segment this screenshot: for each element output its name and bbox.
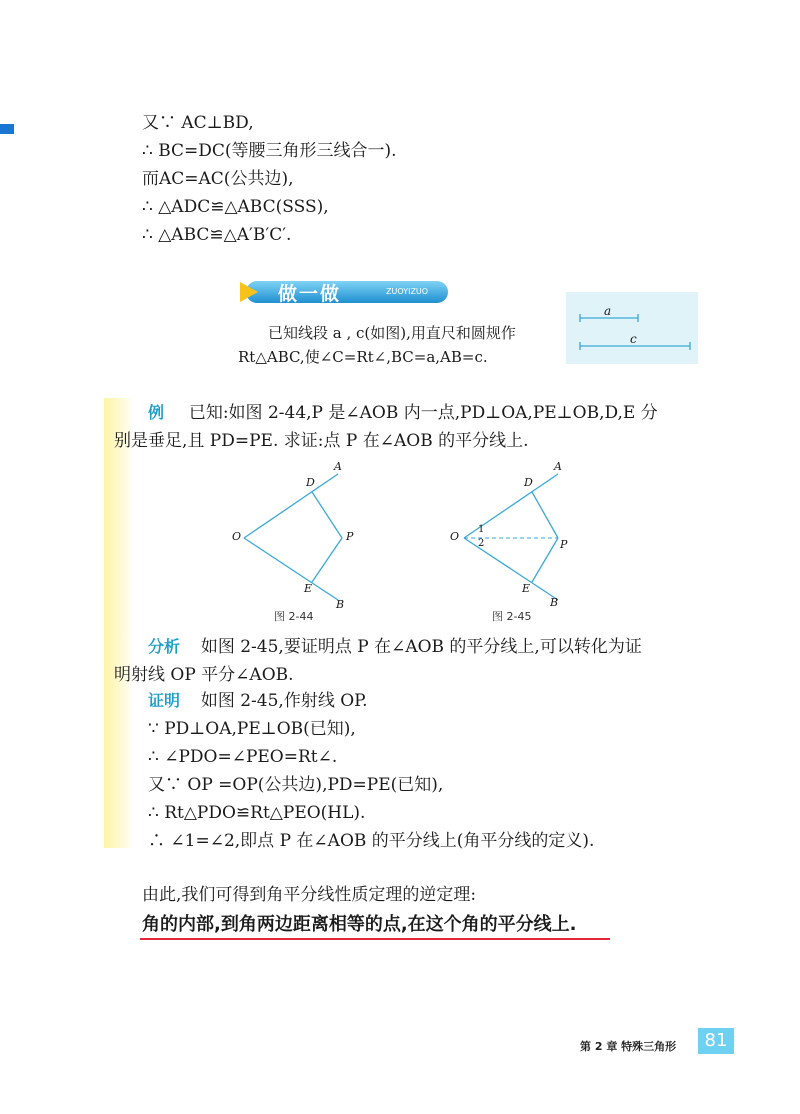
proof-top-line-1: 又∵ AC⊥BD, [142, 113, 254, 133]
analysis-line-1 [148, 636, 642, 658]
proof-line-3: ∴ ∠PDO=∠PEO=Rt∠. [148, 747, 338, 767]
activity-pinyin: ZUOYIZUO [386, 287, 429, 296]
figure-2-44-drawing [228, 460, 378, 620]
inverse-theorem: 角的内部,到角两边距离相等的点,在这个角的平分线上. [142, 914, 577, 935]
segment-figure [566, 292, 698, 364]
activity-title: 做一做 [278, 283, 342, 305]
fig1-label-A: A [334, 460, 342, 473]
activity-line-1: 已知线段 a , c(如图),用直尺和圆规作 [268, 324, 516, 342]
fig1-label-B: B [336, 598, 345, 611]
segment-c-label: c [630, 332, 637, 346]
fig2-label-P: P [560, 538, 568, 551]
fig2-label-E: E [522, 582, 531, 595]
fig2-label-B: B [550, 596, 559, 609]
analysis-line-2: 明射线 OP 平分∠AOB. [114, 665, 294, 685]
proof-top-line-2: ∴ BC=DC(等腰三角形三线合一). [142, 141, 397, 161]
example-line-2: 别是垂足,且 PD=PE. 求证:点 P 在∠AOB 的平分线上. [114, 431, 529, 451]
chapter-edge-tab [0, 124, 14, 134]
proof-line-1 [148, 690, 368, 712]
conclusion-intro: 由此,我们可得到角平分线性质定理的逆定理: [142, 885, 477, 905]
proof-line-5: ∴ Rt△PDO≌Rt△PEO(HL). [148, 803, 366, 823]
proof-line-6: ∴ ∠1=∠2,即点 P 在∠AOB 的平分线上(角平分线的定义). [148, 831, 595, 851]
segment-a-label: a [604, 304, 612, 318]
fig2-angle-2: 2 [478, 538, 485, 549]
proof-top-line-4: ∴ △ADC≌△ABC(SSS), [142, 197, 329, 217]
figure-2-45-drawing [446, 460, 596, 620]
page-number: 81 [698, 1028, 734, 1054]
footer-chapter: 第 2 章 特殊三角形 [580, 1040, 677, 1053]
fig2-angle-1: 1 [478, 524, 485, 535]
example-label: 例 [148, 403, 165, 422]
fig1-label-E: E [304, 582, 313, 595]
proof-top-line-5: ∴ △ABC≌△A′B′C′. [142, 225, 292, 245]
figure-2-44 [228, 460, 378, 620]
analysis-text-1: 如图 2-45,要证明点 P 在∠AOB 的平分线上,可以转化为证 [200, 637, 642, 657]
figure-2-44-caption: 图 2-44 [274, 610, 314, 623]
fig2-label-O: O [450, 530, 460, 543]
theorem-underline [140, 938, 610, 940]
figure-2-45-caption: 图 2-45 [492, 610, 532, 623]
proof-text-1: 如图 2-45,作射线 OP. [200, 691, 368, 711]
analysis-label: 分析 [148, 637, 181, 656]
fig2-label-A: A [554, 460, 562, 473]
figure-2-45 [446, 460, 596, 620]
example-text-1: 已知:如图 2-44,P 是∠AOB 内一点,PD⊥OA,PE⊥OB,D,E 分 [188, 403, 658, 423]
fig2-label-D: D [524, 476, 533, 489]
fig1-label-O: O [232, 530, 242, 543]
example-side-band [104, 398, 134, 848]
proof-top-line-3: 而AC=AC(公共边), [142, 169, 294, 189]
example-line-1 [148, 402, 658, 424]
activity-banner [238, 278, 450, 306]
proof-line-2: ∵ PD⊥OA,PE⊥OB(已知), [148, 719, 356, 739]
fig1-label-P: P [346, 530, 354, 543]
proof-line-4: 又∵ OP =OP(公共边),PD=PE(已知), [148, 775, 444, 795]
segment-drawing [566, 292, 698, 364]
activity-line-2: Rt△ABC,使∠C=Rt∠,BC=a,AB=c. [238, 348, 488, 366]
fig1-label-D: D [306, 476, 315, 489]
proof-label: 证明 [148, 691, 181, 710]
